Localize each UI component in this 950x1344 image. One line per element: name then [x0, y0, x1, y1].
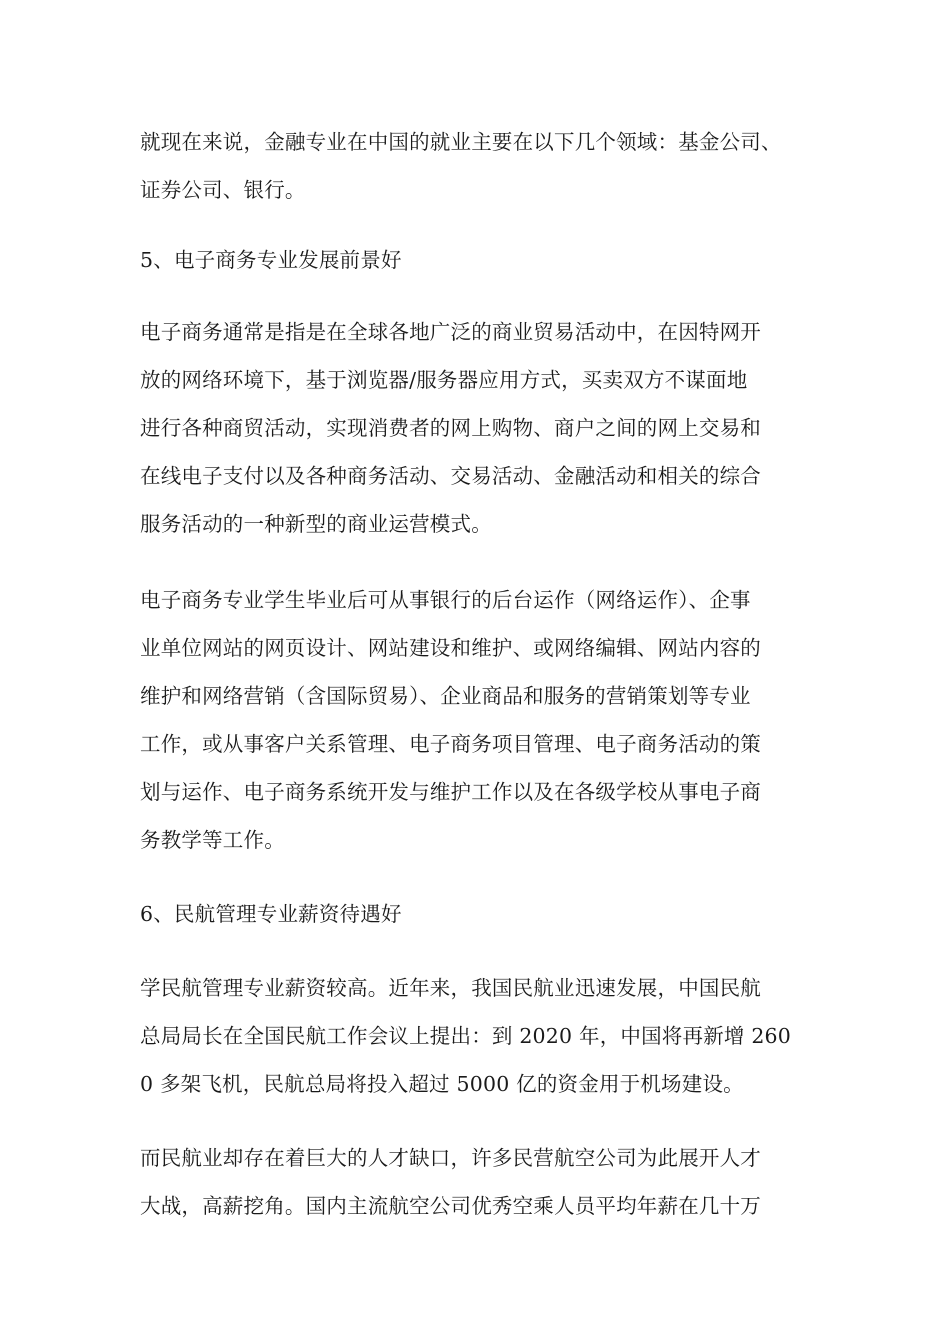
paragraph-finance-line-1: 就现在来说，金融专业在中国的就业主要在以下几个领域：基金公司、 [140, 130, 782, 154]
paragraph-aviation-salary-line-1: 学民航管理专业薪资较高。近年来，我国民航业迅速发展，中国民航 [140, 976, 761, 1000]
heading-ecommerce: 5、电子商务专业发展前景好 [140, 248, 402, 272]
paragraph-ecommerce-def-line-1: 电子商务通常是指是在全球各地广泛的商业贸易活动中，在因特网开 [140, 320, 761, 344]
paragraph-ecommerce-jobs-line-3: 维护和网络营销（含国际贸易）、企业商品和服务的营销策划等专业 [140, 684, 751, 708]
paragraph-ecommerce-jobs-line-6: 务教学等工作。 [140, 828, 285, 852]
paragraph-aviation-salary-line-2: 总局局长在全国民航工作会议上提出：到 2020 年，中国将再新增 260 [140, 1024, 792, 1048]
paragraph-ecommerce-def-line-5: 服务活动的一种新型的商业运营模式。 [140, 512, 492, 536]
paragraph-ecommerce-def-line-3: 进行各种商贸活动，实现消费者的网上购物、商户之间的网上交易和 [140, 416, 761, 440]
paragraph-ecommerce-jobs-line-2: 业单位网站的网页设计、网站建设和维护、或网络编辑、网站内容的 [140, 636, 761, 660]
paragraph-aviation-talent-line-2: 大战，高薪挖角。国内主流航空公司优秀空乘人员平均年薪在几十万 [140, 1194, 761, 1218]
paragraph-aviation-salary-line-3: 0 多架飞机，民航总局将投入超过 5000 亿的资金用于机场建设。 [140, 1072, 744, 1096]
heading-civil-aviation: 6、民航管理专业薪资待遇好 [140, 902, 402, 926]
paragraph-aviation-talent-line-1: 而民航业却存在着巨大的人才缺口，许多民营航空公司为此展开人才 [140, 1146, 761, 1170]
paragraph-ecommerce-jobs-line-4: 工作，或从事客户关系管理、电子商务项目管理、电子商务活动的策 [140, 732, 761, 756]
paragraph-ecommerce-jobs-line-1: 电子商务专业学生毕业后可从事银行的后台运作（网络运作）、企事 [140, 588, 751, 612]
paragraph-ecommerce-def-line-4: 在线电子支付以及各种商务活动、交易活动、金融活动和相关的综合 [140, 464, 761, 488]
paragraph-ecommerce-def-line-2: 放的网络环境下，基于浏览器/服务器应用方式，买卖双方不谋面地 [140, 368, 748, 392]
paragraph-ecommerce-jobs-line-5: 划与运作、电子商务系统开发与维护工作以及在各级学校从事电子商 [140, 780, 761, 804]
paragraph-finance-line-2: 证券公司、银行。 [140, 178, 306, 202]
